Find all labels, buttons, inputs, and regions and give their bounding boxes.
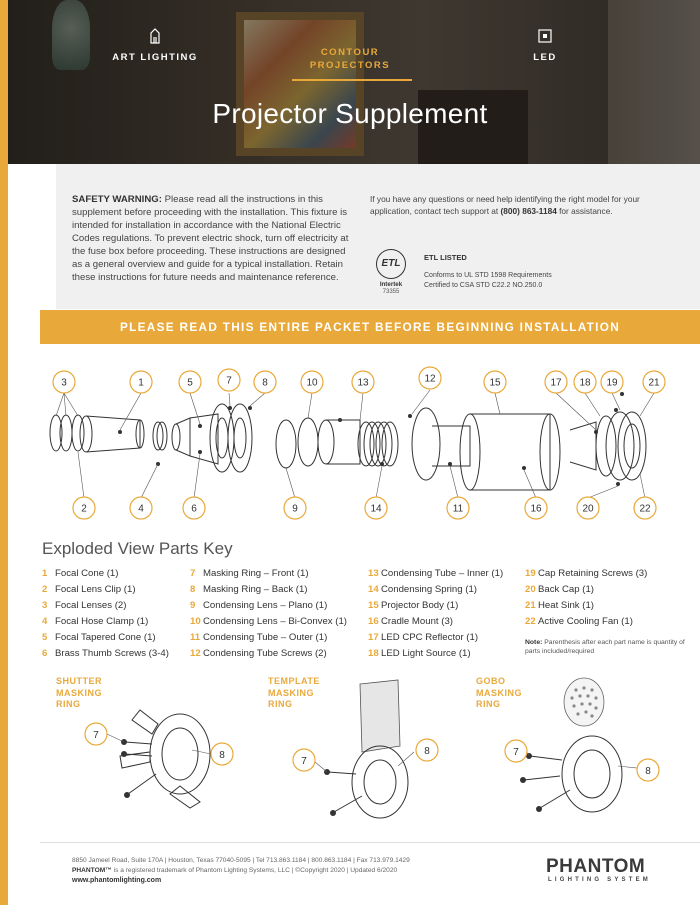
phantom-logo-subtitle: LIGHTING SYSTEM <box>548 877 652 883</box>
parts-key-column-3 <box>368 566 503 662</box>
callout-number: 19 <box>606 377 618 389</box>
safety-warning-lead: SAFETY WARNING: <box>72 194 162 205</box>
callout-number: 7 <box>226 375 232 387</box>
etl-line-1: Conforms to UL STD 1598 Requirements <box>424 272 552 279</box>
footer-divider <box>40 842 700 843</box>
projector-body <box>470 414 550 490</box>
parts-key-column-1 <box>42 566 169 662</box>
callout-number: 6 <box>191 503 197 515</box>
callout-number: 12 <box>424 373 436 385</box>
parts-key-number: 18 <box>368 648 379 659</box>
leader-lines <box>56 390 654 498</box>
parts-key-number: 15 <box>368 600 379 611</box>
callout-number: 16 <box>530 503 542 515</box>
nav-art-lighting[interactable] <box>110 28 200 78</box>
parts-key-number: 11 <box>190 632 201 643</box>
gobo-callout-8: 8 <box>645 766 651 777</box>
callout-number: 21 <box>648 377 660 389</box>
callout-number: 17 <box>550 377 562 389</box>
parts-key-item <box>368 646 503 662</box>
parts-key-number: 14 <box>368 584 379 595</box>
callout-number: 11 <box>452 503 464 515</box>
parts-key-number: 7 <box>190 568 196 579</box>
callout-number: 8 <box>262 377 268 389</box>
parts-key-label: Cradle Mount (3) <box>381 616 453 627</box>
template-callout-7: 7 <box>301 756 307 767</box>
condensing-spring <box>358 422 398 466</box>
parts-key-title: Exploded View Parts Key <box>42 539 233 558</box>
nav-art-label: ART LIGHTING <box>112 52 198 63</box>
callout-markers <box>53 367 665 519</box>
parts-key-column-4 <box>525 566 647 630</box>
nav-led[interactable] <box>520 28 570 78</box>
parts-key-item <box>190 598 347 614</box>
callout-number: 13 <box>357 377 369 389</box>
parts-note-lead: Note: <box>525 639 543 646</box>
parts-key-item <box>190 566 347 582</box>
masking-ring-front <box>210 404 234 472</box>
template-masking-ring-drawing <box>290 676 450 826</box>
callout-number: 18 <box>579 377 591 389</box>
led-cpc-reflector <box>570 422 596 470</box>
parts-key-item <box>42 630 169 646</box>
parts-key-item <box>42 582 169 598</box>
focal-cone <box>86 416 140 452</box>
parts-key-item <box>42 598 169 614</box>
parts-key-label: Cap Retaining Screws (3) <box>538 568 648 579</box>
callout-number: 15 <box>489 377 501 389</box>
footer-trademark <box>72 867 397 874</box>
safety-warning-text: Please read all the instructions in this supplement before proceeding with the installation. This fixture is intended for installation in accordance with the National Electric Codes regulations. To prevent electric shock, turn off electricity at the fuse box before proceeding. These instructions are designed as a general overview and guide for a typical installation. Retain these instructions for future needs and maintenance reference. <box>72 194 349 283</box>
parts-key-column-2 <box>190 566 347 662</box>
support-text-2: for assistance. <box>556 206 613 216</box>
callout-number: 10 <box>306 377 318 389</box>
led-chip-icon <box>538 28 552 44</box>
focal-tapered-cone <box>176 418 190 456</box>
callout-number: 20 <box>582 503 594 515</box>
callout-number: 5 <box>187 377 193 389</box>
intertek-number: 73355 <box>382 289 400 295</box>
template-callout-8: 8 <box>424 746 430 757</box>
parts-key-item <box>525 582 647 598</box>
parts-key-label: Masking Ring – Front (1) <box>203 568 309 579</box>
parts-key-item <box>368 614 503 630</box>
callout-number: 9 <box>292 503 298 515</box>
parts-key-number: 16 <box>368 616 379 627</box>
parts-key-number: 12 <box>190 648 201 659</box>
footer-website-link[interactable]: www.phantomlighting.com <box>72 877 162 884</box>
parts-key-number: 17 <box>368 632 379 643</box>
intertek-name: Intertek <box>379 281 403 288</box>
parts-key-number: 4 <box>42 616 48 627</box>
parts-key-label: Condensing Tube Screws (2) <box>203 648 327 659</box>
parts-key-number: 22 <box>525 616 536 627</box>
condensing-tube-inner <box>326 420 360 464</box>
parts-key-number: 21 <box>525 600 536 611</box>
parts-key-item <box>368 582 503 598</box>
parts-key-number: 1 <box>42 568 48 579</box>
callout-number: 3 <box>61 377 67 389</box>
shutter-callout-8: 8 <box>219 750 225 761</box>
parts-key-label: Condensing Tube – Inner (1) <box>381 568 504 579</box>
parts-key-number: 20 <box>525 584 536 595</box>
parts-key-label: Projector Body (1) <box>381 600 459 611</box>
support-text <box>370 193 670 217</box>
parts-key-label: Masking Ring – Back (1) <box>203 584 308 595</box>
spotlight-icon <box>148 28 162 44</box>
parts-key-label: Condensing Lens – Bi-Convex (1) <box>203 616 347 627</box>
parts-key-number: 19 <box>525 568 536 579</box>
parts-key-label: Condensing Lens – Plano (1) <box>203 600 328 611</box>
callout-number: 2 <box>81 503 87 515</box>
parts-key-label: LED CPC Reflector (1) <box>381 632 479 643</box>
shutter-masking-ring-label: SHUTTER MASKING RING <box>56 676 102 709</box>
parts-key-number: 5 <box>42 632 48 643</box>
exploded-view-diagram <box>40 360 670 530</box>
heat-sink <box>618 412 646 480</box>
intertek-mark <box>367 281 415 296</box>
parts-key-item <box>42 614 169 630</box>
condensing-lens-plano <box>276 420 296 468</box>
masking-tube <box>190 414 218 464</box>
gobo-masking-ring-drawing <box>500 676 670 826</box>
active-nav-underline <box>292 79 412 81</box>
parts-key-number: 9 <box>190 600 196 611</box>
footer-trademark-text: is a registered trademark of Phantom Lighting Systems, LLC | ©Copyright 2020 | Updated 6/2020 <box>111 867 398 874</box>
parts-note-text: Parenthesis after each part name is quantity of parts included/required <box>525 639 685 655</box>
shutter-callout-7: 7 <box>93 730 99 741</box>
nav-contour-line1: CONTOUR <box>320 47 380 58</box>
gobo-masking-ring-label: GOBO MASKING RING <box>476 676 522 709</box>
condensing-tube-outer <box>412 408 440 480</box>
etl-title: ETL LISTED <box>424 253 467 262</box>
parts-key-label: Condensing Tube – Outer (1) <box>203 632 328 643</box>
etl-line-2: Certified to CSA STD C22.2 NO.250.0 <box>424 282 543 289</box>
parts-key-number: 10 <box>190 616 201 627</box>
shutter-callouts <box>85 723 233 765</box>
template-masking-ring-label: TEMPLATE MASKING RING <box>268 676 320 709</box>
parts-key-label: Focal Lens Clip (1) <box>55 584 136 595</box>
footer-brand-inline: PHANTOM™ <box>72 867 112 874</box>
parts-key-item <box>190 646 347 662</box>
parts-key-label: Condensing Spring (1) <box>381 584 477 595</box>
parts-key-item <box>368 566 503 582</box>
gobo-disc <box>564 678 604 726</box>
parts-key-item <box>190 630 347 646</box>
parts-key-item <box>525 566 647 582</box>
support-text-1: If you have any questions or need help identifying the right model for your application, contact tech support at <box>370 194 640 216</box>
parts-key-label: Focal Cone (1) <box>55 568 119 579</box>
parts-key-number: 13 <box>368 568 379 579</box>
callout-number: 22 <box>639 503 651 515</box>
parts-key-label: Focal Tapered Cone (1) <box>55 632 156 643</box>
nav-led-label: LED <box>533 52 557 63</box>
nav-contour-projectors[interactable] <box>300 46 400 96</box>
etl-logo-icon: ETL <box>376 249 406 279</box>
page-title: Projector Supplement <box>212 98 488 129</box>
parts-key-item <box>525 614 647 630</box>
safety-warning <box>72 193 352 284</box>
parts-key-item <box>190 614 347 630</box>
callout-number: 1 <box>138 377 144 389</box>
nav-contour-line2: PROJECTORS <box>309 60 391 71</box>
parts-key-number: 2 <box>42 584 48 595</box>
parts-key-number: 3 <box>42 600 48 611</box>
parts-key-item <box>368 630 503 646</box>
parts-key-label: LED Light Source (1) <box>381 648 471 659</box>
back-cap <box>606 412 634 480</box>
parts-note <box>525 638 685 656</box>
parts-key-item <box>190 582 347 598</box>
phantom-logo: PHANTOM <box>546 856 646 877</box>
read-packet-banner: PLEASE READ THIS ENTIRE PACKET BEFORE BEGINNING INSTALLATION <box>40 310 700 344</box>
parts-key-number: 6 <box>42 648 48 659</box>
parts-key-label: Heat Sink (1) <box>538 600 594 611</box>
callout-number: 4 <box>138 503 144 515</box>
gobo-callouts <box>505 740 659 781</box>
support-phone[interactable]: (800) 863-1184 <box>500 206 557 216</box>
accent-edge-bar <box>0 0 8 905</box>
gobo-callout-7: 7 <box>513 747 519 758</box>
shutter-masking-ring-drawing <box>80 690 250 810</box>
screw-dots <box>118 392 624 486</box>
etl-details <box>424 271 552 291</box>
masking-ring-back <box>228 404 252 472</box>
callout-number: 14 <box>370 503 382 515</box>
parts-key-item <box>42 646 169 662</box>
parts-key-label: Focal Hose Clamp (1) <box>55 616 149 627</box>
parts-key-label: Focal Lenses (2) <box>55 600 127 611</box>
parts-key-number: 8 <box>190 584 196 595</box>
parts-key-label: Active Cooling Fan (1) <box>538 616 633 627</box>
parts-key-item <box>525 598 647 614</box>
parts-key-label: Back Cap (1) <box>538 584 594 595</box>
parts-key-item <box>368 598 503 614</box>
parts-key-item <box>42 566 169 582</box>
footer-address: 8850 Jameel Road, Suite 170A | Houston, Texas 77040-5095 | Tel 713.863.1184 | 800.863.1184 | Fax 713.979.1429 <box>72 857 410 864</box>
condensing-lens-biconvex <box>298 418 318 466</box>
parts-key-label: Brass Thumb Screws (3-4) <box>55 648 169 659</box>
